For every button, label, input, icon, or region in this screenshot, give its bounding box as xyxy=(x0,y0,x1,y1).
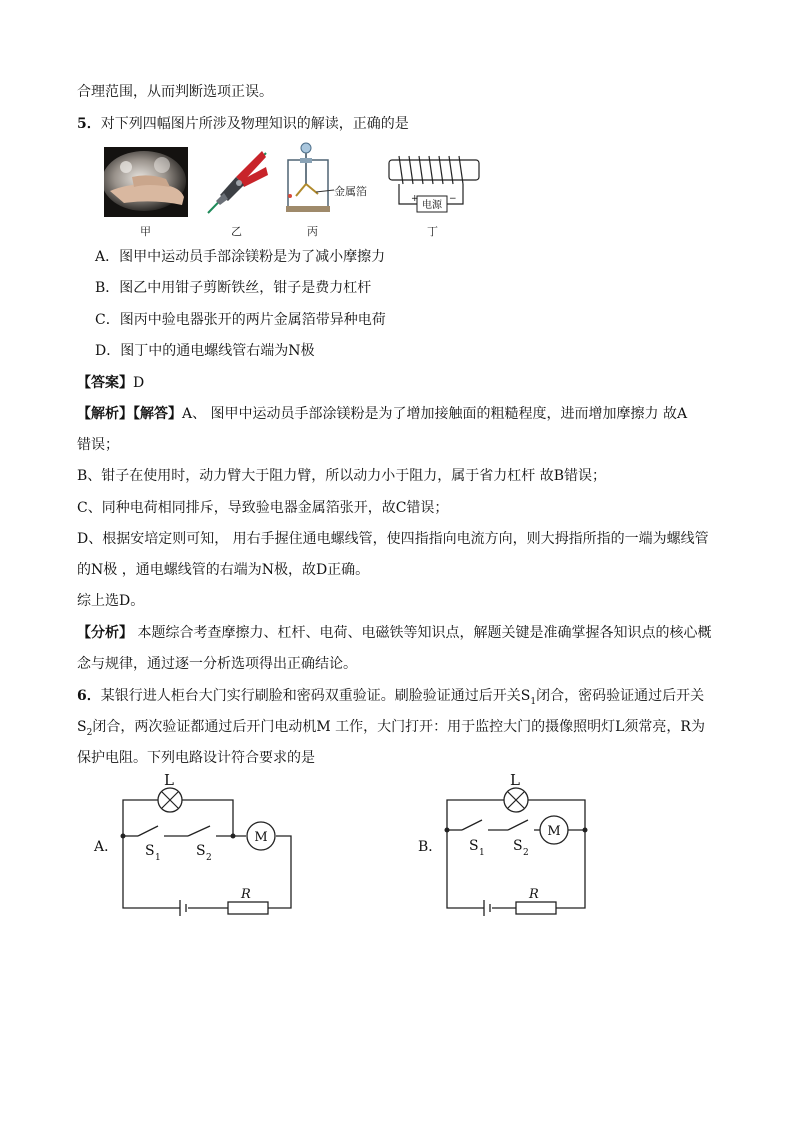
fenxi-line-1 xyxy=(77,623,711,643)
plus-sign: + xyxy=(411,194,419,204)
lamp-icon xyxy=(504,788,528,812)
picture-yi xyxy=(206,147,268,217)
analysis-line-2: B、钳子在使用时，动力臂大于阻力臂，所以动力小于阻力，属于省力杠杆 故B错误； xyxy=(77,468,607,484)
option-d: D．图丁中的通电螺线管右端为N极 xyxy=(95,343,315,359)
analysis-line-4: D、根据安培定则可知， 用右手握住通电螺线管，使四指指向电流方向，则大拇指所指的一端为螺线管 xyxy=(77,531,709,547)
solenoid-icon xyxy=(383,152,483,218)
question-6-line-3: 保护电阻。下列电路设计符合要求的是 xyxy=(77,750,315,766)
circuit-a-option: A． xyxy=(94,839,119,855)
circuit-a xyxy=(88,770,308,920)
resistor-label: R xyxy=(241,887,251,902)
caption-bing: 丙 xyxy=(307,225,318,238)
subscript: 2 xyxy=(86,727,93,738)
option-a: A．图甲中运动员手部涂镁粉是为了减小摩擦力 xyxy=(95,249,386,265)
question-6-line-2 xyxy=(77,717,705,743)
switch-s2-sub: 2 xyxy=(206,853,212,863)
switch-s2-label: S xyxy=(513,838,523,854)
caption-yi: 乙 xyxy=(231,225,242,238)
lamp-label: L xyxy=(510,771,520,789)
lamp-icon xyxy=(158,788,182,812)
analysis-line-5: 综上选D。 xyxy=(77,593,145,609)
chalk-hands-photo xyxy=(104,147,188,217)
power-label: 电源 xyxy=(422,200,442,211)
caption-ding: 丁 xyxy=(427,225,438,238)
motor-label: M xyxy=(547,824,561,839)
question-number: 5． xyxy=(77,116,101,132)
answer-value: D xyxy=(133,375,145,391)
fenxi-tag: 【分析】 xyxy=(77,625,133,641)
switch-s1-label: S xyxy=(145,843,155,859)
option-c: C．图丙中验电器张开的两片金属箔带异种电荷 xyxy=(95,312,386,328)
question-text: 对下列四幅图片所涉及物理知识的解读，正确的是 xyxy=(100,116,409,132)
switch-s1-sub: 1 xyxy=(479,848,485,858)
continuation-text: 合理范围，从而判断选项正误。 xyxy=(77,84,273,100)
switch-s2-sub: 2 xyxy=(523,848,529,858)
question-number: 6． xyxy=(77,688,101,704)
analysis-line-3: C、同种电荷相同排斥，导致验电器金属箔张开，故C错误； xyxy=(77,500,449,516)
electroscope-icon xyxy=(286,140,372,218)
option-b: B．图乙中用钳子剪断铁丝，钳子是费力杠杆 xyxy=(95,280,372,296)
switch-s1-label: S xyxy=(469,838,479,854)
minus-sign: − xyxy=(449,194,457,204)
analysis-line-4b: 的N极 ，通电螺线管的右端为N极，故D正确。 xyxy=(77,562,370,578)
lamp-label: L xyxy=(164,771,174,789)
picture-jia xyxy=(104,147,188,217)
circuit-b xyxy=(412,770,612,920)
resistor-label: R xyxy=(529,887,539,902)
pliers-icon xyxy=(206,147,268,217)
q6-text-a: 某银行进人柜台大门实行刷脸和密码双重验证。刷脸验证通过后开关S xyxy=(100,688,531,704)
switch-s2-label: S xyxy=(196,843,206,859)
circuit-b-option: B． xyxy=(418,839,443,855)
analysis-line-1b: 错误； xyxy=(77,437,119,453)
switch-s1-sub: 1 xyxy=(155,853,161,863)
subscript: 1 xyxy=(530,696,537,707)
fenxi-line-2: 念与规律，通过逐一分析选项得出正确结论。 xyxy=(77,656,357,672)
q6-text-b2: 闭合，两次验证都通过后开门电动机M 工作，大门打开：用于监控大门的摄像照明灯L须常亮，R为 xyxy=(92,719,705,735)
foil-label: 金属箔 xyxy=(334,185,367,198)
analysis-line-1 xyxy=(77,404,687,424)
q6-text-b: S xyxy=(77,719,87,735)
analysis-text: A、 图甲中运动员手部涂镁粉是为了增加接触面的粗糙程度，进而增加摩擦力 故A xyxy=(182,406,688,422)
motor-label: M xyxy=(254,830,268,845)
picture-bing xyxy=(286,140,372,218)
answer-line xyxy=(77,373,144,393)
question-5-stem xyxy=(77,114,409,134)
picture-ding xyxy=(383,152,483,218)
q6-text-a2: 闭合，密码验证通过后开关 xyxy=(536,688,705,704)
answer-tag: 【答案】 xyxy=(77,375,133,391)
caption-jia: 甲 xyxy=(140,225,151,238)
fenxi-text: 本题综合考查摩擦力、杠杆、电荷、电磁铁等知识点，解题关键是准确掌握各知识点的核心概 xyxy=(133,625,712,641)
question-6-line-1 xyxy=(77,686,704,712)
analysis-tag: 【解析】【解答】 xyxy=(77,406,182,422)
